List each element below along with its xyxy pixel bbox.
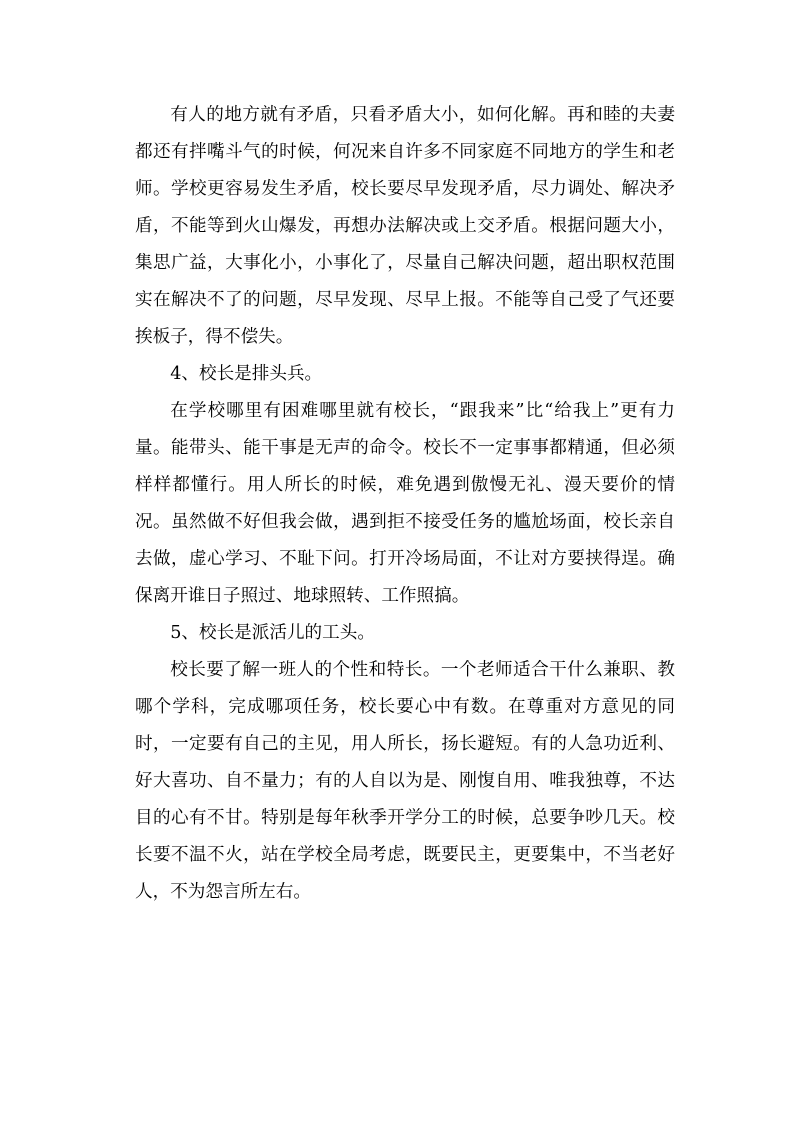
paragraph-lead-by-example: 在学校哪里有困难哪里就有校长，“跟我来”比“给我上”更有力量。能带头、能干事是无声的命令。校长不一定事事都精通，但必须样样都懂行。用人所长的时候，难免遇到傲慢无礼、漫天要价的情况。虽然做不好但我会做，遇到拒不接受任务的尴尬场面，校长亲自去做，虚心学习、不耻下问。打开冷场局面，不让对方要挟得逞。确保离开谁日子照过、地球照转、工作照搞。	[135, 401, 675, 606]
paragraph-task-assignment: 校长要了解一班人的个性和特长。一个老师适合干什么兼职、教哪个学科，完成哪项任务，校长要心中有数。在尊重对方意见的同时，一定要有自己的主见，用人所长，扬长避短。有的人急功近利、好大喜功、自不量力；有的人自以为是、刚愎自用、唯我独尊，不达目的心有不甘。特别是每年秋季开学分工的时候，总要争吵几天。校长要不温不火，站在学校全局考虑，既要民主，更要集中，不当老好人，不为怨言所左右。	[135, 660, 675, 902]
paragraph-conflict-resolution: 有人的地方就有矛盾，只看矛盾大小，如何化解。再和睦的夫妻都还有拌嘴斗气的时候，何况来自许多不同家庭不同地方的学生和老师。学校更容易发生矛盾，校长要尽早发现矛盾，尽力调处、解决矛盾，不能等到火山爆发，再想办法解决或上交矛盾。根据问题大小，集思广益，大事化小，小事化了，尽量自己解决问题，超出职权范围实在解决不了的问题，尽早发现、尽早上报。不能等自己受了气还要挨板子，得不偿失。	[135, 105, 675, 347]
document-body	[135, 97, 675, 911]
section-heading-5: 5、校长是派活儿的工头。	[170, 623, 375, 643]
section-heading-4: 4、校长是排头兵。	[170, 364, 323, 384]
